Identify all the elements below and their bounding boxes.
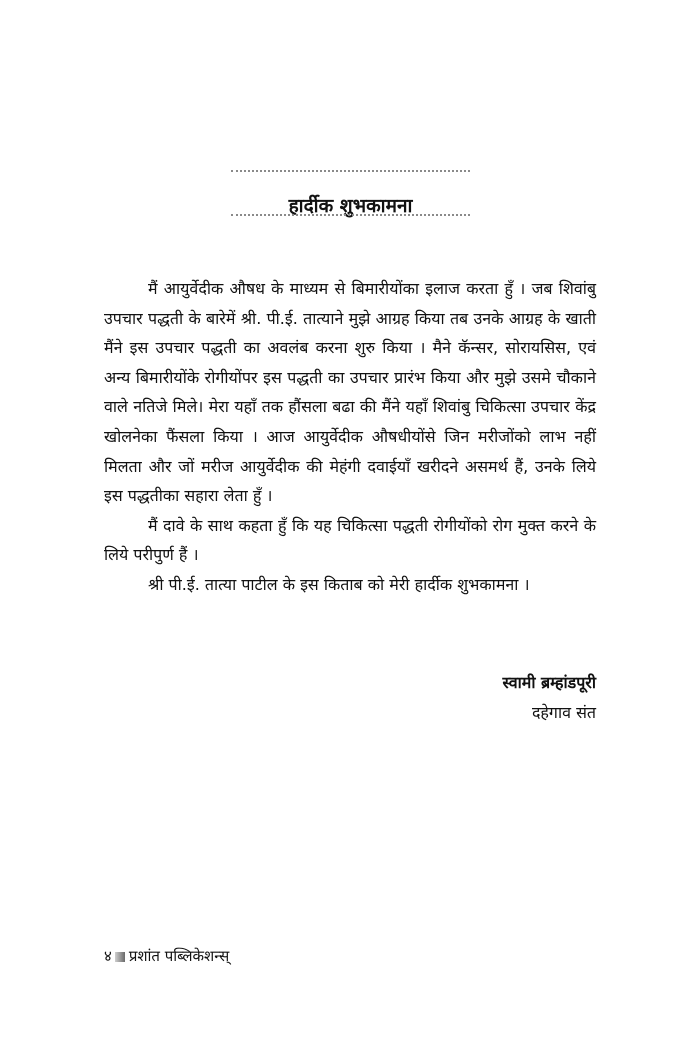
page-number: ४: [104, 947, 112, 965]
page-footer: [104, 944, 229, 968]
page-title: हार्दीक शुभकामना: [288, 194, 413, 217]
paragraph-1: मैं आयुर्वेदीक औषध के माध्यम से बिमारीयोंका इलाज करता हुँ । जब शिवांबु उपचार पद्धती के बारेमें श्री. पी.ई. तात्याने मुझे आग्रह किया तब उनके आग्रह के खाती मैंने इस उपचार पद्धती का अवलंब करना शुरु किया । मैने कॅन्सर, सोरायसिस, एवं अन्य बिमारीयोंके रोगीयोंपर इस पद्धती का उपचार प्रारंभ किया और मुझे उसमे चौकाने वाले नतिजे मिले। मेरा यहाँ तक हौंसला बढा की मैंने यहाँ शिवांबु चिकित्सा उपचार केंद्र खोलनेका फैंसला किया । आज आयुर्वेदीक औषधीयोंसे जिन मरीजोंको लाभ नहीं मिलता और जों मरीज आयुर्वेदीक की मेहंगी दवाईयाँ खरीदने असमर्थ हैं, उनके लिये इस पद्धतीका सहारा लेता हुँ ।: [104, 279, 596, 506]
signature-block: [503, 668, 597, 728]
title-rule-top: [231, 170, 470, 172]
letter-body: [104, 274, 596, 600]
paragraph-3: श्री पी.ई. तात्या पाटील के इस किताब को मेरी हार्दीक शुभकामना ।: [148, 574, 530, 594]
title-rule-bottom: [231, 214, 470, 216]
signature-place: दहेगाव संत: [531, 703, 596, 722]
signature-name: स्वामी ब्रम्हांडपूरी: [502, 673, 596, 692]
publisher-name: प्रशांत पब्लिकेशन्स्: [128, 947, 230, 965]
footer-square-icon: [115, 952, 125, 962]
paragraph-2: मैं दावे के साथ कहता हुँ कि यह चिकित्सा पद्धती रोगीयोंको रोग मुक्त करने के लिये परीपुर्ण हैं ।: [104, 515, 596, 565]
